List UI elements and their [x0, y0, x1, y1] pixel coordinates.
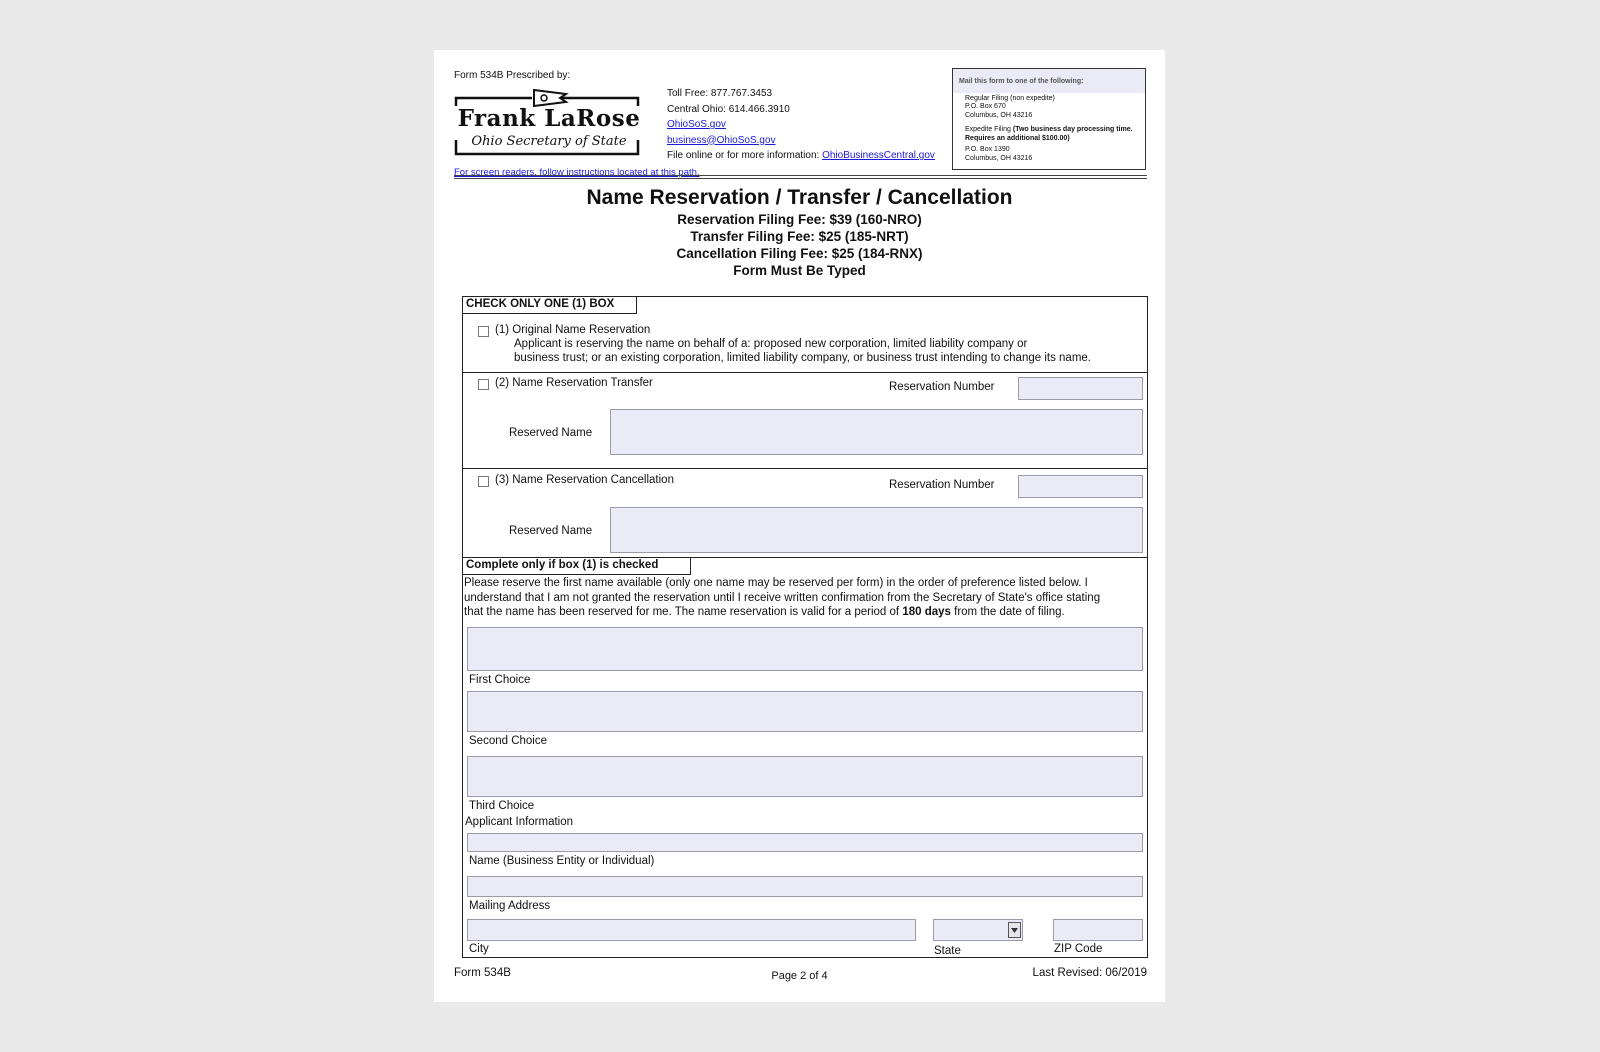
box1-section-header-text: Complete only if box (1) is checked [466, 559, 659, 571]
check-one-header [462, 296, 637, 314]
divider-option2 [462, 372, 1148, 373]
third-choice-input[interactable] [467, 756, 1143, 797]
mail-box-title: Mail this form to one of the following: [953, 69, 1145, 93]
box1-para-line3 [464, 605, 1154, 620]
central-ohio-phone: Central Ohio: 614.466.3910 [667, 103, 790, 115]
option3-checkbox[interactable] [478, 476, 489, 487]
cancel-reserved-name-label: Reserved Name [509, 525, 593, 537]
mailing-address-input[interactable] [467, 876, 1143, 897]
cancel-reservation-number-input[interactable] [1018, 475, 1143, 498]
option1-desc-line2: business trust; or an existing corporation, limited liability company, or business trust intending to change its name. [514, 352, 1091, 364]
footer-page-number: Page 2 of 4 [771, 970, 828, 982]
regular-pobox: P.O. Box 670 [965, 103, 1006, 110]
first-choice-label: First Choice [469, 674, 531, 686]
applicant-info-header: Applicant Information [465, 816, 574, 828]
mail-box [952, 68, 1146, 170]
fee-reservation: Reservation Filing Fee: $39 (160-NRO) [677, 212, 922, 227]
city-input[interactable] [467, 919, 916, 941]
box1-para-line3-post: from the date of filing. [954, 606, 1065, 618]
sos-logo [454, 86, 644, 158]
state-dropdown-button[interactable] [1008, 922, 1021, 938]
form-page [434, 50, 1165, 1002]
option2-label: (2) Name Reservation Transfer [495, 377, 653, 389]
option1-checkbox[interactable] [478, 326, 489, 337]
expedite-label: Expedite Filing [965, 126, 1011, 133]
footer-form-id: Form 534B [454, 967, 511, 979]
state-label: State [934, 945, 961, 957]
regular-city: Columbus, OH 43216 [965, 111, 1033, 119]
prescribed-by: Form 534B Prescribed by: [454, 70, 571, 81]
check-one-header-text: CHECK ONLY ONE (1) BOX [466, 298, 615, 310]
cancel-reservation-number-label: Reservation Number [889, 479, 995, 491]
file-online-line [667, 148, 935, 164]
zip-code-label: ZIP Code [1054, 943, 1103, 955]
contact-info [667, 86, 935, 164]
form-must-be-typed: Form Must Be Typed [733, 263, 866, 278]
expedite-line [965, 126, 1133, 143]
logo-title: Ohio Secretary of State [471, 134, 627, 149]
cancel-reserved-name-input[interactable] [610, 507, 1143, 553]
ohiosos-link[interactable]: OhioSoS.gov [667, 119, 726, 130]
expedite-city: Columbus, OH 43216 [965, 154, 1033, 162]
second-choice-label: Second Choice [469, 735, 547, 747]
expedite-pobox: P.O. Box 1390 [965, 146, 1010, 153]
screen-reader-link[interactable]: For screen readers, follow instructions located at this path. [454, 167, 700, 178]
logo-name: Frank LaRose [457, 105, 641, 132]
applicant-name-input[interactable] [467, 833, 1143, 852]
box1-para-line3-bold: 180 days [902, 606, 951, 618]
option2-checkbox[interactable] [478, 379, 489, 390]
chevron-down-icon [1009, 923, 1020, 937]
zip-code-input[interactable] [1053, 919, 1143, 941]
form-title: Name Reservation / Transfer / Cancellation [586, 186, 1013, 209]
header-divider-2 [454, 178, 1147, 179]
city-label: City [469, 943, 489, 955]
second-choice-input[interactable] [467, 691, 1143, 732]
divider-option3 [462, 468, 1148, 469]
box1-para-line3-pre: that the name has been reserved for me. The name reservation is valid for a period of [464, 606, 900, 618]
applicant-name-label: Name (Business Entity or Individual) [469, 855, 655, 867]
transfer-reserved-name-input[interactable] [610, 409, 1143, 455]
transfer-reservation-number-label: Reservation Number [889, 381, 995, 393]
first-choice-input[interactable] [467, 627, 1143, 671]
option3-label: (3) Name Reservation Cancellation [495, 474, 674, 486]
state-select[interactable] [933, 919, 1023, 941]
file-online-text: File online or for more information: [667, 150, 820, 161]
option1-label: (1) Original Name Reservation [495, 324, 651, 336]
business-central-link[interactable]: OhioBusinessCentral.gov [822, 150, 935, 161]
transfer-reserved-name-label: Reserved Name [509, 427, 593, 439]
box1-section-header [462, 557, 691, 575]
footer-last-revised: Last Revised: 06/2019 [1032, 967, 1147, 979]
box1-para-line1: Please reserve the first name available (only one name may be reserved per form) in the order of preference listed below. I [464, 577, 1088, 589]
fee-transfer: Transfer Filing Fee: $25 (185-NRT) [690, 229, 909, 244]
email-link[interactable]: business@OhioSoS.gov [667, 134, 776, 146]
fee-cancellation: Cancellation Filing Fee: $25 (184-RNX) [676, 246, 923, 261]
expedite-note: (Two business day processing time. Requires an additional $100.00) [965, 126, 1133, 142]
transfer-reservation-number-input[interactable] [1018, 377, 1143, 400]
header-divider-1 [454, 175, 1147, 176]
box1-paragraph [464, 576, 1154, 620]
mailing-address-label: Mailing Address [469, 900, 551, 912]
box1-para-line2: understand that I am not granted the reservation until I receive written confirmation from the Secretary of State's office stating [464, 591, 1101, 604]
third-choice-label: Third Choice [469, 800, 535, 812]
regular-filing-label: Regular Filing (non expedite) [965, 94, 1055, 102]
toll-free: Toll Free: 877.767.3453 [667, 88, 773, 99]
option1-desc-line1: Applicant is reserving the name on behalf of a: proposed new corporation, limited liability company or [514, 338, 1028, 350]
